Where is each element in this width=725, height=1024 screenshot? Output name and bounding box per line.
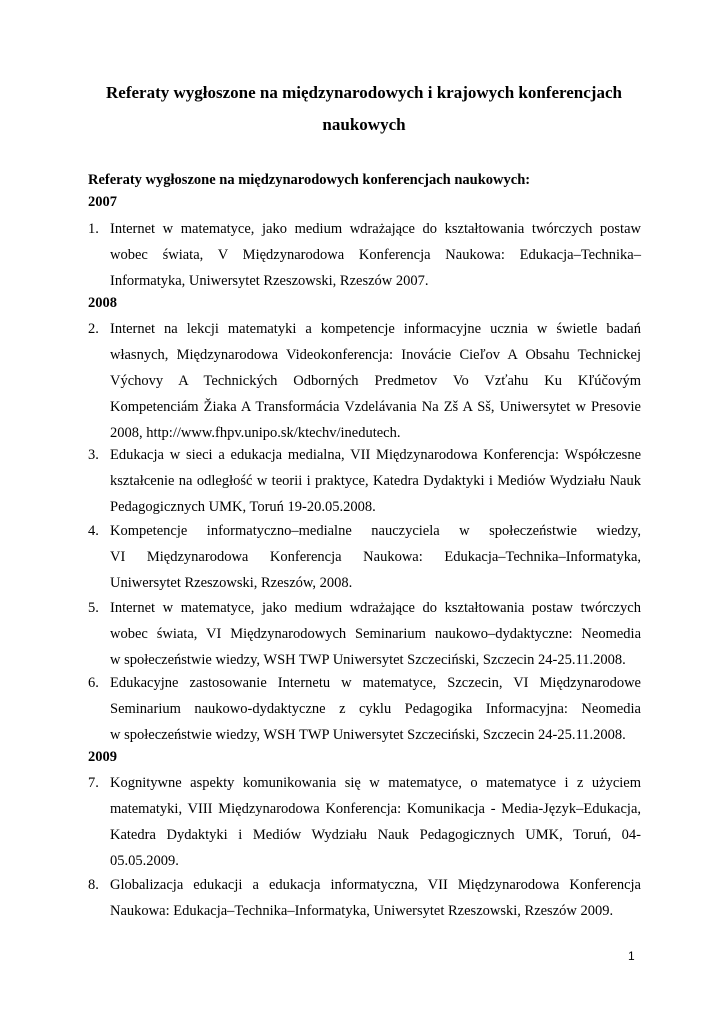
list-item-line: Internet w matematyce, jako medium wdrażające do kształtowania postaw twórczych [110,600,641,616]
list-item-line: Kompetencje informatyczno–medialne nauczyciela w społeczeństwie wiedzy, [110,523,641,539]
list-item-line: Informatyka, Uniwersytet Rzeszowski, Rzeszów 2007. [110,273,429,289]
page-title-line-1: Referaty wygłoszone na międzynarodowych i krajowych konferencjach [106,83,622,102]
list-item-text [110,595,641,673]
list-item-line: Výchovy A Technických Odborných Predmetov Vo Vzťahu Ku Kľúčovým [110,373,641,389]
list-item [88,872,641,924]
list-item-line: 2008, http://www.fhpv.unipo.sk/ktechv/inedutech. [110,425,401,441]
list-item-line: Edukacyjne zastosowanie Internetu w matematyce, Szczecin, VI Międzynarodowe [110,675,641,691]
list-item-text [110,216,641,294]
list-item-line: 05.05.2009. [110,853,179,869]
page-title-line-2: naukowych [322,115,406,134]
list-item-number: 5. [88,600,99,616]
list-item-text [110,518,641,596]
list-item-text [110,316,641,446]
list-item-number: 6. [88,675,99,691]
list-item-line: Uniwersytet Rzeszowski, Rzeszów, 2008. [110,575,353,591]
page-number: 1 [628,949,635,963]
list-item-number: 2. [88,321,99,337]
list-item-number: 1. [88,221,99,237]
list-item [88,595,641,673]
list-item-line: wobec świata, VI Międzynarodowych Seminarium naukowo–dydaktyczne: Neomedia [110,626,641,642]
year-heading-2007: 2007 [88,194,117,210]
list-item-text [110,442,641,520]
list-item-text [110,872,641,924]
list-item-number: 4. [88,523,99,539]
list-item [88,216,641,294]
list-item-line: kształcenie na odległość w teorii i praktyce, Katedra Dydaktyki i Mediów Wydziału Nauk [110,473,641,489]
list-item-line: Edukacja w sieci a edukacja medialna, VII Międzynarodowa Konferencja: Współczesne [110,447,641,463]
list-item-line: VI Międzynarodowa Konferencja Naukowa: Edukacja–Technika–Informatyka, [110,549,641,565]
list-item-line: Naukowa: Edukacja–Technika–Informatyka, Uniwersytet Rzeszowski, Rzeszów 2009. [110,903,614,919]
list-item-line: Globalizacja edukacji a edukacja informatyczna, VII Międzynarodowa Konferencja [110,877,641,893]
list-item-text [110,670,641,748]
list-item [88,442,641,520]
list-item-number: 8. [88,877,99,893]
page-title [88,77,640,141]
list-item [88,518,641,596]
list-item-line: w społeczeństwie wiedzy, WSH TWP Uniwersytet Szczeciński, Szczecin 24-25.11.2008. [110,727,626,743]
list-item-line: Internet na lekcji matematyki a kompetencje informacyjne ucznia w świetle badań [110,321,641,337]
list-item-text [110,770,641,874]
list-item-line: w społeczeństwie wiedzy, WSH TWP Uniwersytet Szczeciński, Szczecin 24-25.11.2008. [110,652,626,668]
list-item [88,316,641,446]
list-item-line: Kognitywne aspekty komunikowania się w matematyce, o matematyce i z użyciem [110,775,641,791]
list-item [88,770,641,874]
year-heading-2009: 2009 [88,749,117,765]
section-heading: Referaty wygłoszone na międzynarodowych konferencjach naukowych: [88,172,531,188]
list-item-line: Internet w matematyce, jako medium wdrażające do kształtowania twórczych postaw [110,221,641,237]
list-item-line: Pedagogicznych UMK, Toruń 19-20.05.2008. [110,499,376,515]
list-item [88,670,641,748]
list-item-line: własnych, Międzynarodowa Videokonferencja: Inovácie Cieľov A Obsahu Technickej [110,347,641,363]
list-item-line: Katedra Dydaktyki i Mediów Wydziału Nauk Pedagogicznych UMK, Toruń, 04- [110,827,641,843]
list-item-line: matematyki, VIII Międzynarodowa Konferencja: Komunikacja - Media-Język–Edukacja, [110,801,641,817]
list-item-number: 7. [88,775,99,791]
list-item-line: Kompetenciám Žiaka A Transformácia Vzdelávania Na Zš A Sš, Uniwersytet w Presovie [110,399,641,415]
list-item-line: Seminarium naukowo-dydaktyczne z cyklu Pedagogika Informacyjna: Neomedia [110,701,641,717]
year-heading-2008: 2008 [88,295,117,311]
list-item-line: wobec świata, V Międzynarodowa Konferencja Naukowa: Edukacja–Technika– [110,247,641,263]
list-item-number: 3. [88,447,99,463]
